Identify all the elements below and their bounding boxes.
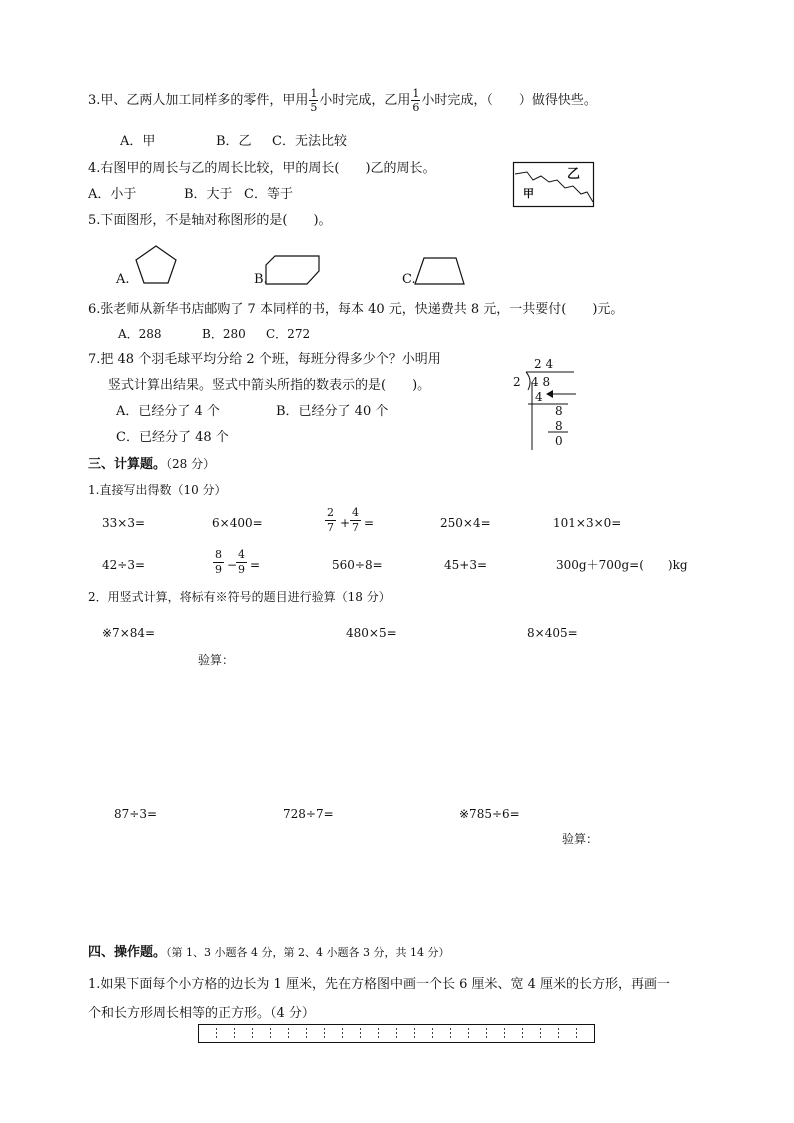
division-row1: 4 — [535, 390, 543, 404]
q6-option-a: A．288 — [118, 327, 162, 341]
pentagon-shape — [136, 245, 178, 285]
q4-option-b: B．大于 — [184, 187, 233, 202]
calc-r1-2: 6×400= — [212, 516, 263, 530]
vert2-3: ※785÷6= — [459, 807, 520, 821]
grid-paper — [198, 1024, 596, 1044]
division-row3: 8 — [555, 419, 563, 433]
vert2-1: 87÷3= — [114, 807, 158, 821]
q3-stem — [88, 87, 597, 114]
vert2-2: 728÷7= — [283, 807, 334, 821]
calc-r2-frac-op: − — [227, 558, 238, 572]
q3-option-b: B．乙 — [216, 134, 252, 149]
section3-heading — [88, 456, 215, 473]
division-lines — [520, 360, 580, 450]
division-dividend: 4 8 — [531, 375, 551, 389]
q4-option-a: A．小于 — [88, 187, 137, 202]
q4-label-jia: 甲 — [523, 187, 534, 200]
q6-option-c: C．272 — [266, 327, 311, 341]
q3-option-c: C．无法比较 — [272, 134, 347, 149]
q7-stem-line1: 7.把 48 个羽毛球平均分给 2 个班，每班分得多少个？小明用 — [88, 352, 441, 367]
arrow-left-icon — [546, 388, 578, 400]
q6-stem: 6.张老师从新华书店邮购了 7 本同样的书，每本 40 元，快递费共 8 元，一共要付( )元。 — [88, 302, 624, 317]
q4-label-yi: 乙 — [567, 167, 581, 182]
section4-title: 四、操作题。 — [88, 945, 167, 960]
q4-stem: 4.右图甲的周长与乙的周长比较，甲的周长( )乙的周长。 — [88, 161, 436, 176]
q5-option-c: C. — [402, 272, 416, 287]
q3-text-suffix: 小时完成，（ ）做得快些。 — [421, 93, 597, 108]
q7-option-c: C．已经分了 48 个 — [116, 430, 229, 445]
calc-r2-5: 300g＋700g=( )kg — [556, 558, 688, 572]
division-row4: 0 — [555, 434, 563, 448]
vert1-2: 480×5= — [346, 626, 397, 640]
calc-r2-4: 45+3= — [444, 558, 488, 572]
section4-q1-line2: 个和长方形周长相等的正方形。（4 分） — [88, 1006, 315, 1021]
q7-option-a: A．已经分了 4 个 — [116, 404, 220, 419]
section3-sub1: 1.直接写出得数（10 分） — [88, 483, 227, 497]
calc-r1-frac1: $\frac{2}{7}$ — [327, 506, 334, 534]
section3-points: （28 分） — [166, 457, 216, 471]
calc-r1-frac-eq: = — [364, 516, 375, 530]
q4-option-c: C．等于 — [244, 187, 293, 202]
division-row2: 8 — [555, 404, 563, 418]
vert1-3: 8×405= — [527, 626, 578, 640]
calc-r2-3: 560÷8= — [332, 558, 383, 572]
vert1-1: ※7×84= — [102, 626, 156, 640]
q3-fraction-2: $\frac{1}{6}$ — [412, 87, 420, 114]
check-label-1: 验算： — [198, 653, 235, 667]
calc-r1-frac-op: + — [340, 516, 351, 530]
section3-title: 三、计算题。 — [88, 457, 167, 472]
q5-option-a: A. — [116, 272, 130, 287]
calc-r1-5: 101×3×0= — [553, 516, 622, 530]
trapezoid-shape — [414, 257, 466, 285]
cut-rectangle-shape — [265, 255, 321, 285]
calc-r1-1: 33×3= — [102, 516, 146, 530]
check-label-2: 验算： — [562, 832, 599, 846]
division-quotient: 2 4 — [534, 357, 554, 371]
calc-r1-frac2: $\frac{4}{7}$ — [352, 506, 359, 534]
section4-heading — [88, 945, 449, 961]
calc-r2-frac1: $\frac{8}{9}$ — [215, 548, 222, 576]
division-divisor: 2 — [513, 375, 521, 389]
q5-option-b: B. — [254, 272, 268, 287]
q3-fraction-1: $\frac{1}{5}$ — [310, 87, 318, 114]
calc-r2-frac2: $\frac{4}{9}$ — [238, 548, 245, 576]
section4-q1-line1: 1.如果下面每个小方格的边长为 1 厘米，先在方格图中画一个长 6 厘米、宽 4 厘米的长方形，再画一 — [88, 977, 671, 992]
q3-text-prefix: 3.甲、乙两人加工同样多的零件，甲用 — [88, 93, 309, 108]
q7-stem-line2: 竖式计算出结果。竖式中箭头所指的数表示的是( )。 — [108, 378, 431, 393]
q5-stem: 5.下面图形，不是轴对称图形的是( )。 — [88, 213, 332, 228]
calc-r1-4: 250×4= — [440, 516, 491, 530]
q6-option-b: B．280 — [202, 327, 246, 341]
calc-r2-frac-eq: = — [250, 558, 261, 572]
section3-sub2: 2．用竖式计算，将标有※符号的题目进行验算（18 分） — [88, 590, 391, 604]
q3-option-a: A．甲 — [120, 134, 156, 149]
q3-text-mid: 小时完成，乙用 — [319, 93, 411, 108]
q7-option-b: B．已经分了 40 个 — [276, 404, 389, 419]
section4-points: （第 1、3 小题各 4 分，第 2、4 小题各 3 分，共 14 分） — [166, 946, 450, 959]
calc-r2-1: 42÷3= — [102, 558, 146, 572]
